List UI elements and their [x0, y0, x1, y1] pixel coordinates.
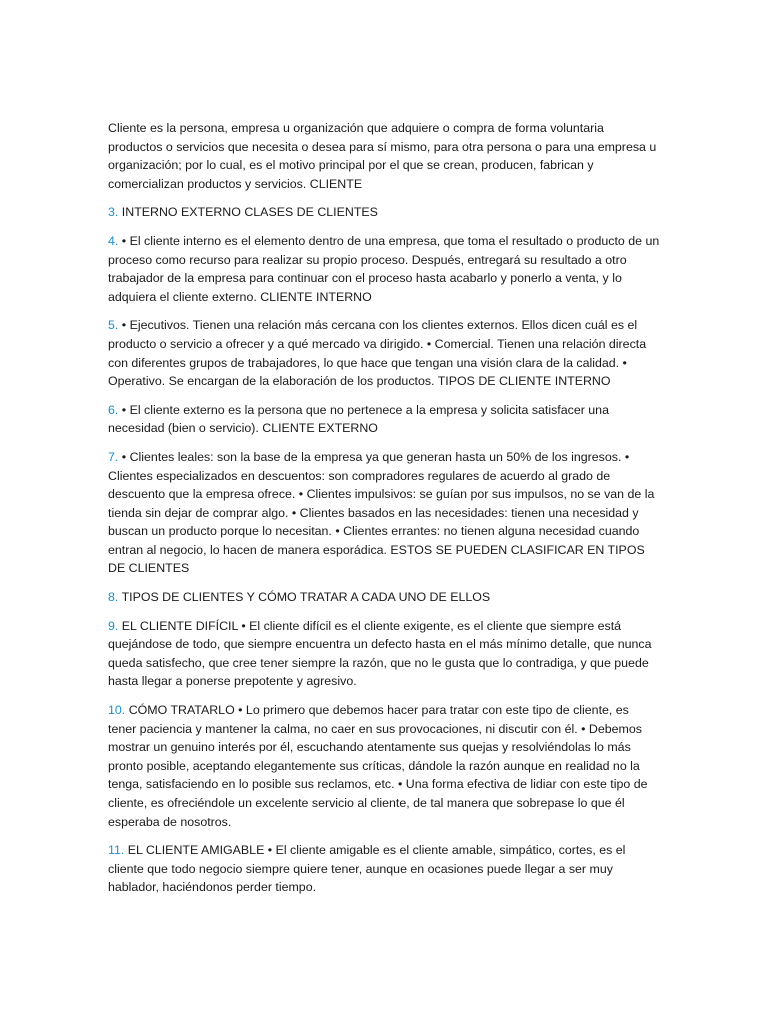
intro-paragraph: Cliente es la persona, empresa u organización que adquiere o compra de forma voluntaria productos o servicios que necesita o desea para sí mismo, para otra persona o para una empresa u organización; por lo cual, es el motivo principal por el que se crean, producen, fabrican y comercializan productos y servicios. CLIENTE — [108, 121, 657, 191]
list-item — [108, 316, 660, 390]
item-number: 10. — [108, 703, 126, 718]
item-number: 11. — [108, 843, 125, 858]
item-number: 7. — [108, 449, 119, 464]
item-text: INTERNO EXTERNO CLASES DE CLIENTES — [121, 205, 378, 220]
item-text: TIPOS DE CLIENTES Y CÓMO TRATAR A CADA UNO DE ELLOS — [121, 590, 491, 605]
item-text: • Ejecutivos. Tienen una relación más cercana con los clientes externos. Ellos dicen cuál es el producto o servicio a ofrecer y a qué mercado va dirigido. • Comercial. Tienen una relación directa con diferentes grupos de trabajadores, lo que hace que tengan una visión clara de la calidad. • Operativo. Se encargan de la elaboración de los productos. TIPOS DE CLIENTE INTERNO — [108, 318, 647, 389]
list-item — [108, 841, 660, 897]
item-text: • El cliente externo es la persona que no pertenece a la empresa y solicita satisfacer una necesidad (bien o servicio). CLIENTE EXTERNO — [108, 402, 609, 436]
item-number: 4. — [108, 233, 119, 248]
item-number: 5. — [108, 318, 119, 333]
item-number: 8. — [108, 590, 119, 605]
item-number: 3. — [108, 205, 119, 220]
item-text: CÓMO TRATARLO • Lo primero que debemos hacer para tratar con este tipo de cliente, es tener paciencia y mantener la calma, no caer en sus provocaciones, ni discutir con él. • Debemos mostrar un genuino interés por él, escuchando atentamente sus quejas y resolviéndolas lo más pronto posible, aceptando elegantemente sus críticas, dándole la razón aunque en realidad no la tenga, satisfaciendo en lo posible sus reclamos, etc. • Una forma efectiva de lidiar con este tipo de cliente, es ofreciéndole un excelente servicio al cliente, de tal manera que sobrepase lo que él esperaba de nosotros. — [108, 703, 648, 829]
item-text: • El cliente interno es el elemento dentro de una empresa, que toma el resultado o producto de un proceso como recurso para realizar su propio proceso. Después, entregará su resultado a otro trabajador de la empresa para continuar con el proceso hasta acabarlo y ponerlo a venta, y lo adquiera el cliente externo. CLIENTE INTERNO — [108, 233, 660, 304]
list-item — [108, 448, 660, 578]
list-item — [108, 232, 660, 306]
item-number: 6. — [108, 402, 119, 417]
list-item — [108, 617, 660, 691]
list-item — [108, 701, 660, 831]
document-page — [108, 119, 660, 907]
item-number: 9. — [108, 618, 119, 633]
item-text: • Clientes leales: son la base de la empresa ya que generan hasta un 50% de los ingresos. • Clientes especializados en descuentos: son compradores regulares de acuerdo al grado de descuento que la empresa ofrece. • Clientes impulsivos: se guían por sus impulsos, no se van de la tienda sin dejar de comprar algo. • Clientes basados en las necesidades: tienen una necesidad y buscan un producto porque lo necesitan. • Clientes errantes: no tienen alguna necesidad cuando entran al negocio, lo hacen de manera esporádica. ESTOS SE PUEDEN CLASIFICAR EN TIPOS DE CLIENTES — [108, 449, 655, 576]
list-item — [108, 401, 660, 438]
list-item — [108, 203, 660, 222]
list-item — [108, 588, 660, 607]
item-text: EL CLIENTE AMIGABLE • El cliente amigable es el cliente amable, simpático, cortes, es el cliente que todo negocio siempre quiere tener, aunque en ocasiones puede llegar a ser muy hablador, haciéndonos perder tiempo. — [108, 843, 626, 895]
item-text: EL CLIENTE DIFÍCIL • El cliente difícil es el cliente exigente, es el cliente que siempre está quejándose de todo, que siempre encuentra un defecto hasta en el más mínimo detalle, que nunca queda satisfecho, que cree tener siempre la razón, que no le gusta que lo contradiga, y que puede hasta llegar a ponerse prepotente y agresivo. — [108, 618, 652, 689]
